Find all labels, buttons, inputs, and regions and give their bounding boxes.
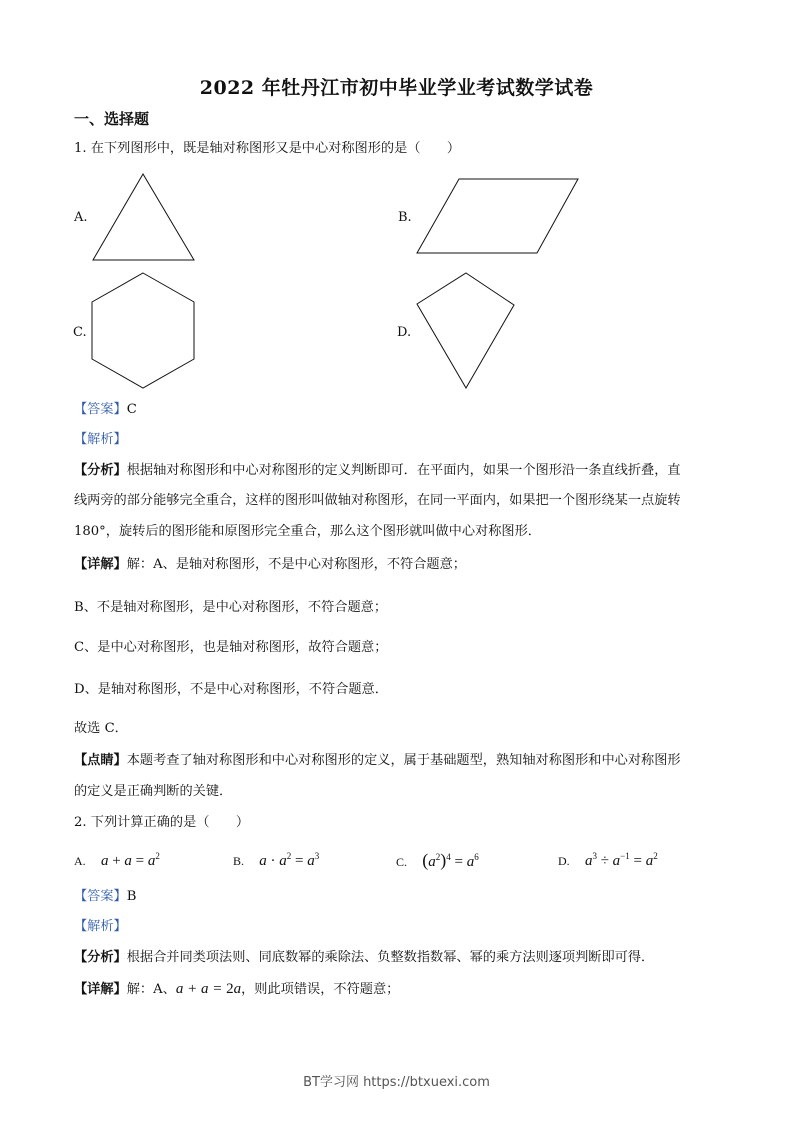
q1-analysis-tag: 【解析】 xyxy=(74,432,127,447)
q1-xiangjie-line-4: D、是轴对称图形，不是中心对称图形，不符合题意． xyxy=(74,682,388,697)
q1-fenxi-line-1 xyxy=(74,463,681,479)
q2-answer: B xyxy=(126,889,137,904)
q1-dianjing-line-2: 的定义是正确判断的关键． xyxy=(74,784,233,799)
xiangjie-text: 解：A、是轴对称图形，不是中心对称图形，不符合题意； xyxy=(126,557,466,572)
answer-tag: 【答案】 xyxy=(74,889,127,904)
triangle-figure xyxy=(93,174,194,260)
q2-option-d xyxy=(558,850,658,870)
hexagon-figure xyxy=(92,273,194,388)
document-title: 2022 年牡丹江市初中毕业学业考试数学试卷 xyxy=(199,77,594,99)
q1-figures xyxy=(0,0,793,400)
q1-xiangjie-line-3: C、是中心对称图形，也是轴对称图形，故符合题意； xyxy=(74,640,388,655)
answer-tag: 【答案】 xyxy=(74,402,127,417)
q1-option-b-label: B. xyxy=(398,210,412,225)
q1-dianjing-line-1 xyxy=(74,753,681,769)
fenxi-text: 根据合并同类项法则、同底数幂的乘除法、负整数指数幂、幂的乘方法则逐项判断即可得． xyxy=(126,950,655,965)
footer-watermark: BT学习网 https://btxuexi.com xyxy=(303,1075,490,1090)
q1-option-c-label: C. xyxy=(73,325,87,340)
option-label: D. xyxy=(558,854,570,868)
question-1-stem: 1. 在下列图形中，既是轴对称图形又是中心对称图形的是（ ） xyxy=(74,141,461,156)
q2-analysis-tag: 【解析】 xyxy=(74,919,127,934)
question-2-stem: 2. 下列计算正确的是（ ） xyxy=(74,815,250,830)
q2-option-a xyxy=(74,850,160,870)
q1-option-d-label: D. xyxy=(397,325,412,340)
fenxi-tag: 【分析】 xyxy=(74,950,127,965)
option-label: C. xyxy=(396,855,408,869)
q1-answer-line xyxy=(74,402,137,418)
q1-option-a-label: A. xyxy=(74,210,88,225)
q1-xiangjie-line-2: B、不是轴对称图形，是中心对称图形，不符合题意； xyxy=(74,600,388,615)
q1-conclusion: 故选 C． xyxy=(74,721,128,736)
q2-xiangjie-line: 【详解】解：A、a + a = 2a，则此项错误，不符题意； xyxy=(74,981,400,997)
dianjing-tag: 【点睛】 xyxy=(74,753,127,768)
fenxi-tag: 【分析】 xyxy=(74,463,127,478)
q2-answer-line xyxy=(74,889,136,905)
option-d-formula: $a^3 \div a^{-1} = a^2$ xyxy=(584,851,658,869)
q1-answer: C xyxy=(126,402,137,417)
q2-option-b xyxy=(233,850,319,870)
q1-fenxi-line-3: 180°，旋转后的图形能和原图形完全重合，那么这个图形就叫做中心对称图形． xyxy=(74,524,541,539)
option-c-formula: $(a^2)^4 = a^6$ xyxy=(422,850,479,870)
q2-option-c xyxy=(396,850,479,871)
option-a-formula: $a + a = a^2$ xyxy=(100,851,160,869)
xiangjie-tag: 【详解】 xyxy=(74,557,127,572)
option-b-formula: $a \cdot a^2 = a^3$ xyxy=(259,851,320,869)
fenxi-text: 根据轴对称图形和中心对称图形的定义判断即可．在平面内，如果一个图形沿一条直线折叠，直 xyxy=(126,463,681,478)
section-heading: 一、选择题 xyxy=(74,110,150,128)
kite-figure xyxy=(417,273,514,388)
dianjing-text: 本题考查了轴对称图形和中心对称图形的定义，属于基础题型，熟知轴对称图形和中心对称图形 xyxy=(126,753,681,768)
q2-fenxi-line xyxy=(74,950,654,966)
q1-xiangjie-line-1 xyxy=(74,557,466,573)
xiangjie-formula: a + a = 2a xyxy=(175,981,242,997)
option-label: B. xyxy=(233,854,245,868)
option-label: A. xyxy=(74,854,86,868)
xiangjie-tag: 【详解】 xyxy=(74,982,127,997)
parallelogram-figure xyxy=(417,179,578,253)
q1-fenxi-line-2: 线两旁的部分能够完全重合，这样的图形叫做轴对称图形，在同一平面内，如果把一个图形绕某一点旋转 xyxy=(74,493,681,508)
